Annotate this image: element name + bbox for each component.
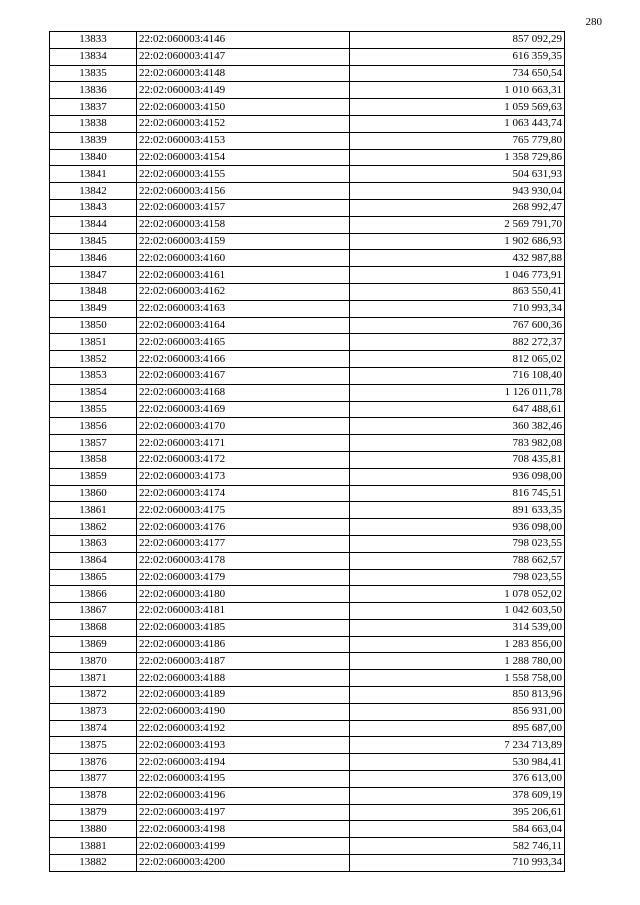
row-number-cell: 13855 xyxy=(50,401,137,418)
row-number-cell: 13842 xyxy=(50,183,137,200)
cadastral-value-cell: 1 042 603,50 xyxy=(350,603,565,620)
table-row xyxy=(50,367,565,384)
table-row xyxy=(50,32,565,49)
table-row xyxy=(50,216,565,233)
cadastral-number-cell: 22:02:060003:4187 xyxy=(137,653,350,670)
page-number: 280 xyxy=(585,16,602,28)
cadastral-value-cell: 1 063 443,74 xyxy=(350,115,565,132)
table-row xyxy=(50,132,565,149)
cadastral-number-cell: 22:02:060003:4171 xyxy=(137,435,350,452)
row-number-cell: 13863 xyxy=(50,535,137,552)
row-number-cell: 13854 xyxy=(50,384,137,401)
row-number-cell: 13860 xyxy=(50,485,137,502)
cadastral-number-cell: 22:02:060003:4189 xyxy=(137,687,350,704)
cadastral-number-cell: 22:02:060003:4192 xyxy=(137,720,350,737)
cadastral-value-cell: 376 613,00 xyxy=(350,771,565,788)
table-row xyxy=(50,771,565,788)
table-row xyxy=(50,804,565,821)
row-number-cell: 13837 xyxy=(50,99,137,116)
table-row xyxy=(50,233,565,250)
row-number-cell: 13834 xyxy=(50,48,137,65)
cadastral-number-cell: 22:02:060003:4153 xyxy=(137,132,350,149)
cadastral-value-table xyxy=(49,31,565,872)
row-number-cell: 13862 xyxy=(50,519,137,536)
cadastral-value-cell: 936 098,00 xyxy=(350,519,565,536)
cadastral-value-cell: 734 650,54 xyxy=(350,65,565,82)
row-number-cell: 13850 xyxy=(50,317,137,334)
cadastral-value-cell: 856 931,00 xyxy=(350,703,565,720)
cadastral-value-cell: 767 600,36 xyxy=(350,317,565,334)
cadastral-number-cell: 22:02:060003:4152 xyxy=(137,115,350,132)
cadastral-value-cell: 2 569 791,70 xyxy=(350,216,565,233)
cadastral-number-cell: 22:02:060003:4149 xyxy=(137,82,350,99)
row-number-cell: 13858 xyxy=(50,451,137,468)
cadastral-number-cell: 22:02:060003:4148 xyxy=(137,65,350,82)
table-row xyxy=(50,569,565,586)
row-number-cell: 13849 xyxy=(50,300,137,317)
table-row xyxy=(50,653,565,670)
cadastral-number-cell: 22:02:060003:4176 xyxy=(137,519,350,536)
cadastral-number-cell: 22:02:060003:4195 xyxy=(137,771,350,788)
cadastral-value-cell: 710 993,34 xyxy=(350,855,565,872)
cadastral-number-cell: 22:02:060003:4194 xyxy=(137,754,350,771)
cadastral-value-cell: 1 358 729,86 xyxy=(350,149,565,166)
cadastral-number-cell: 22:02:060003:4179 xyxy=(137,569,350,586)
table-row xyxy=(50,300,565,317)
cadastral-value-cell: 857 092,29 xyxy=(350,32,565,49)
row-number-cell: 13877 xyxy=(50,771,137,788)
table-row xyxy=(50,199,565,216)
table-row xyxy=(50,384,565,401)
table-row xyxy=(50,502,565,519)
table-row xyxy=(50,250,565,267)
cadastral-number-cell: 22:02:060003:4159 xyxy=(137,233,350,250)
cadastral-number-cell: 22:02:060003:4181 xyxy=(137,603,350,620)
table-row xyxy=(50,855,565,872)
cadastral-value-cell: 582 746,11 xyxy=(350,838,565,855)
row-number-cell: 13835 xyxy=(50,65,137,82)
row-number-cell: 13856 xyxy=(50,418,137,435)
row-number-cell: 13851 xyxy=(50,334,137,351)
cadastral-value-cell: 1 283 856,00 xyxy=(350,636,565,653)
row-number-cell: 13861 xyxy=(50,502,137,519)
table-row xyxy=(50,115,565,132)
row-number-cell: 13836 xyxy=(50,82,137,99)
cadastral-value-cell: 765 779,80 xyxy=(350,132,565,149)
cadastral-number-cell: 22:02:060003:4165 xyxy=(137,334,350,351)
row-number-cell: 13869 xyxy=(50,636,137,653)
table-row xyxy=(50,754,565,771)
cadastral-number-cell: 22:02:060003:4156 xyxy=(137,183,350,200)
table-row xyxy=(50,535,565,552)
cadastral-value-cell: 816 745,51 xyxy=(350,485,565,502)
cadastral-number-cell: 22:02:060003:4172 xyxy=(137,451,350,468)
table-row xyxy=(50,821,565,838)
row-number-cell: 13875 xyxy=(50,737,137,754)
table-row xyxy=(50,317,565,334)
row-number-cell: 13843 xyxy=(50,199,137,216)
cadastral-value-cell: 314 539,00 xyxy=(350,619,565,636)
row-number-cell: 13846 xyxy=(50,250,137,267)
cadastral-value-cell: 798 023,55 xyxy=(350,535,565,552)
cadastral-number-cell: 22:02:060003:4174 xyxy=(137,485,350,502)
row-number-cell: 13840 xyxy=(50,149,137,166)
row-number-cell: 13866 xyxy=(50,586,137,603)
table-row xyxy=(50,687,565,704)
table-row xyxy=(50,603,565,620)
table-body xyxy=(50,32,565,872)
cadastral-number-cell: 22:02:060003:4193 xyxy=(137,737,350,754)
cadastral-value-cell: 378 609,19 xyxy=(350,787,565,804)
row-number-cell: 13864 xyxy=(50,552,137,569)
cadastral-value-cell: 895 687,00 xyxy=(350,720,565,737)
cadastral-value-cell: 710 993,34 xyxy=(350,300,565,317)
cadastral-value-cell: 1 078 052,02 xyxy=(350,586,565,603)
table-row xyxy=(50,451,565,468)
cadastral-number-cell: 22:02:060003:4162 xyxy=(137,283,350,300)
row-number-cell: 13865 xyxy=(50,569,137,586)
row-number-cell: 13878 xyxy=(50,787,137,804)
cadastral-value-cell: 1 059 569,63 xyxy=(350,99,565,116)
table-row xyxy=(50,720,565,737)
cadastral-value-cell: 432 987,88 xyxy=(350,250,565,267)
cadastral-value-cell: 584 663,04 xyxy=(350,821,565,838)
cadastral-number-cell: 22:02:060003:4186 xyxy=(137,636,350,653)
cadastral-number-cell: 22:02:060003:4200 xyxy=(137,855,350,872)
table-row xyxy=(50,737,565,754)
row-number-cell: 13881 xyxy=(50,838,137,855)
cadastral-value-cell: 798 023,55 xyxy=(350,569,565,586)
row-number-cell: 13874 xyxy=(50,720,137,737)
cadastral-number-cell: 22:02:060003:4198 xyxy=(137,821,350,838)
row-number-cell: 13847 xyxy=(50,267,137,284)
table-row xyxy=(50,401,565,418)
cadastral-number-cell: 22:02:060003:4173 xyxy=(137,468,350,485)
row-number-cell: 13868 xyxy=(50,619,137,636)
cadastral-value-cell: 1 010 663,31 xyxy=(350,82,565,99)
row-number-cell: 13876 xyxy=(50,754,137,771)
cadastral-value-cell: 943 930,04 xyxy=(350,183,565,200)
table-row xyxy=(50,519,565,536)
table-row xyxy=(50,48,565,65)
table-row xyxy=(50,183,565,200)
cadastral-number-cell: 22:02:060003:4175 xyxy=(137,502,350,519)
cadastral-number-cell: 22:02:060003:4177 xyxy=(137,535,350,552)
table-row xyxy=(50,787,565,804)
table-row xyxy=(50,166,565,183)
cadastral-number-cell: 22:02:060003:4199 xyxy=(137,838,350,855)
row-number-cell: 13859 xyxy=(50,468,137,485)
table-row xyxy=(50,468,565,485)
cadastral-value-cell: 1 558 758,00 xyxy=(350,670,565,687)
table-row xyxy=(50,619,565,636)
cadastral-number-cell: 22:02:060003:4188 xyxy=(137,670,350,687)
row-number-cell: 13867 xyxy=(50,603,137,620)
row-number-cell: 13879 xyxy=(50,804,137,821)
row-number-cell: 13882 xyxy=(50,855,137,872)
cadastral-value-cell: 395 206,61 xyxy=(350,804,565,821)
cadastral-value-cell: 783 982,08 xyxy=(350,435,565,452)
table-row xyxy=(50,149,565,166)
row-number-cell: 13870 xyxy=(50,653,137,670)
cadastral-value-cell: 788 662,57 xyxy=(350,552,565,569)
row-number-cell: 13871 xyxy=(50,670,137,687)
row-number-cell: 13844 xyxy=(50,216,137,233)
cadastral-number-cell: 22:02:060003:4146 xyxy=(137,32,350,49)
row-number-cell: 13872 xyxy=(50,687,137,704)
cadastral-value-cell: 863 550,41 xyxy=(350,283,565,300)
cadastral-value-cell: 1 126 011,78 xyxy=(350,384,565,401)
cadastral-value-cell: 708 435,81 xyxy=(350,451,565,468)
cadastral-number-cell: 22:02:060003:4169 xyxy=(137,401,350,418)
table-row xyxy=(50,636,565,653)
row-number-cell: 13852 xyxy=(50,351,137,368)
cadastral-value-cell: 7 234 713,89 xyxy=(350,737,565,754)
cadastral-number-cell: 22:02:060003:4178 xyxy=(137,552,350,569)
cadastral-value-cell: 268 992,47 xyxy=(350,199,565,216)
cadastral-number-cell: 22:02:060003:4166 xyxy=(137,351,350,368)
cadastral-value-cell: 530 984,41 xyxy=(350,754,565,771)
cadastral-number-cell: 22:02:060003:4197 xyxy=(137,804,350,821)
cadastral-number-cell: 22:02:060003:4180 xyxy=(137,586,350,603)
cadastral-number-cell: 22:02:060003:4163 xyxy=(137,300,350,317)
cadastral-number-cell: 22:02:060003:4185 xyxy=(137,619,350,636)
cadastral-value-cell: 812 065,02 xyxy=(350,351,565,368)
row-number-cell: 13839 xyxy=(50,132,137,149)
table-row xyxy=(50,283,565,300)
row-number-cell: 13838 xyxy=(50,115,137,132)
cadastral-value-cell: 1 046 773,91 xyxy=(350,267,565,284)
table-row xyxy=(50,65,565,82)
row-number-cell: 13853 xyxy=(50,367,137,384)
cadastral-value-cell: 936 098,00 xyxy=(350,468,565,485)
cadastral-value-cell: 716 108,40 xyxy=(350,367,565,384)
cadastral-value-cell: 1 902 686,93 xyxy=(350,233,565,250)
table-row xyxy=(50,99,565,116)
cadastral-number-cell: 22:02:060003:4158 xyxy=(137,216,350,233)
table-row xyxy=(50,485,565,502)
row-number-cell: 13841 xyxy=(50,166,137,183)
table-row xyxy=(50,670,565,687)
cadastral-value-cell: 360 382,46 xyxy=(350,418,565,435)
table-row xyxy=(50,435,565,452)
cadastral-number-cell: 22:02:060003:4168 xyxy=(137,384,350,401)
cadastral-value-cell: 504 631,93 xyxy=(350,166,565,183)
cadastral-value-cell: 850 813,96 xyxy=(350,687,565,704)
cadastral-value-cell: 882 272,37 xyxy=(350,334,565,351)
table-row xyxy=(50,703,565,720)
table-row xyxy=(50,552,565,569)
cadastral-number-cell: 22:02:060003:4160 xyxy=(137,250,350,267)
cadastral-number-cell: 22:02:060003:4147 xyxy=(137,48,350,65)
table-row xyxy=(50,267,565,284)
cadastral-value-cell: 616 359,35 xyxy=(350,48,565,65)
table-row xyxy=(50,351,565,368)
row-number-cell: 13845 xyxy=(50,233,137,250)
cadastral-value-cell: 647 488,61 xyxy=(350,401,565,418)
cadastral-number-cell: 22:02:060003:4190 xyxy=(137,703,350,720)
cadastral-value-cell: 1 288 780,00 xyxy=(350,653,565,670)
table-row xyxy=(50,418,565,435)
table-row xyxy=(50,838,565,855)
table-row xyxy=(50,82,565,99)
row-number-cell: 13880 xyxy=(50,821,137,838)
cadastral-number-cell: 22:02:060003:4167 xyxy=(137,367,350,384)
cadastral-number-cell: 22:02:060003:4170 xyxy=(137,418,350,435)
row-number-cell: 13848 xyxy=(50,283,137,300)
cadastral-number-cell: 22:02:060003:4164 xyxy=(137,317,350,334)
cadastral-number-cell: 22:02:060003:4157 xyxy=(137,199,350,216)
table-row xyxy=(50,334,565,351)
row-number-cell: 13873 xyxy=(50,703,137,720)
cadastral-number-cell: 22:02:060003:4150 xyxy=(137,99,350,116)
cadastral-number-cell: 22:02:060003:4196 xyxy=(137,787,350,804)
row-number-cell: 13857 xyxy=(50,435,137,452)
cadastral-number-cell: 22:02:060003:4161 xyxy=(137,267,350,284)
table-row xyxy=(50,586,565,603)
row-number-cell: 13833 xyxy=(50,32,137,49)
cadastral-value-cell: 891 633,35 xyxy=(350,502,565,519)
cadastral-number-cell: 22:02:060003:4155 xyxy=(137,166,350,183)
cadastral-number-cell: 22:02:060003:4154 xyxy=(137,149,350,166)
